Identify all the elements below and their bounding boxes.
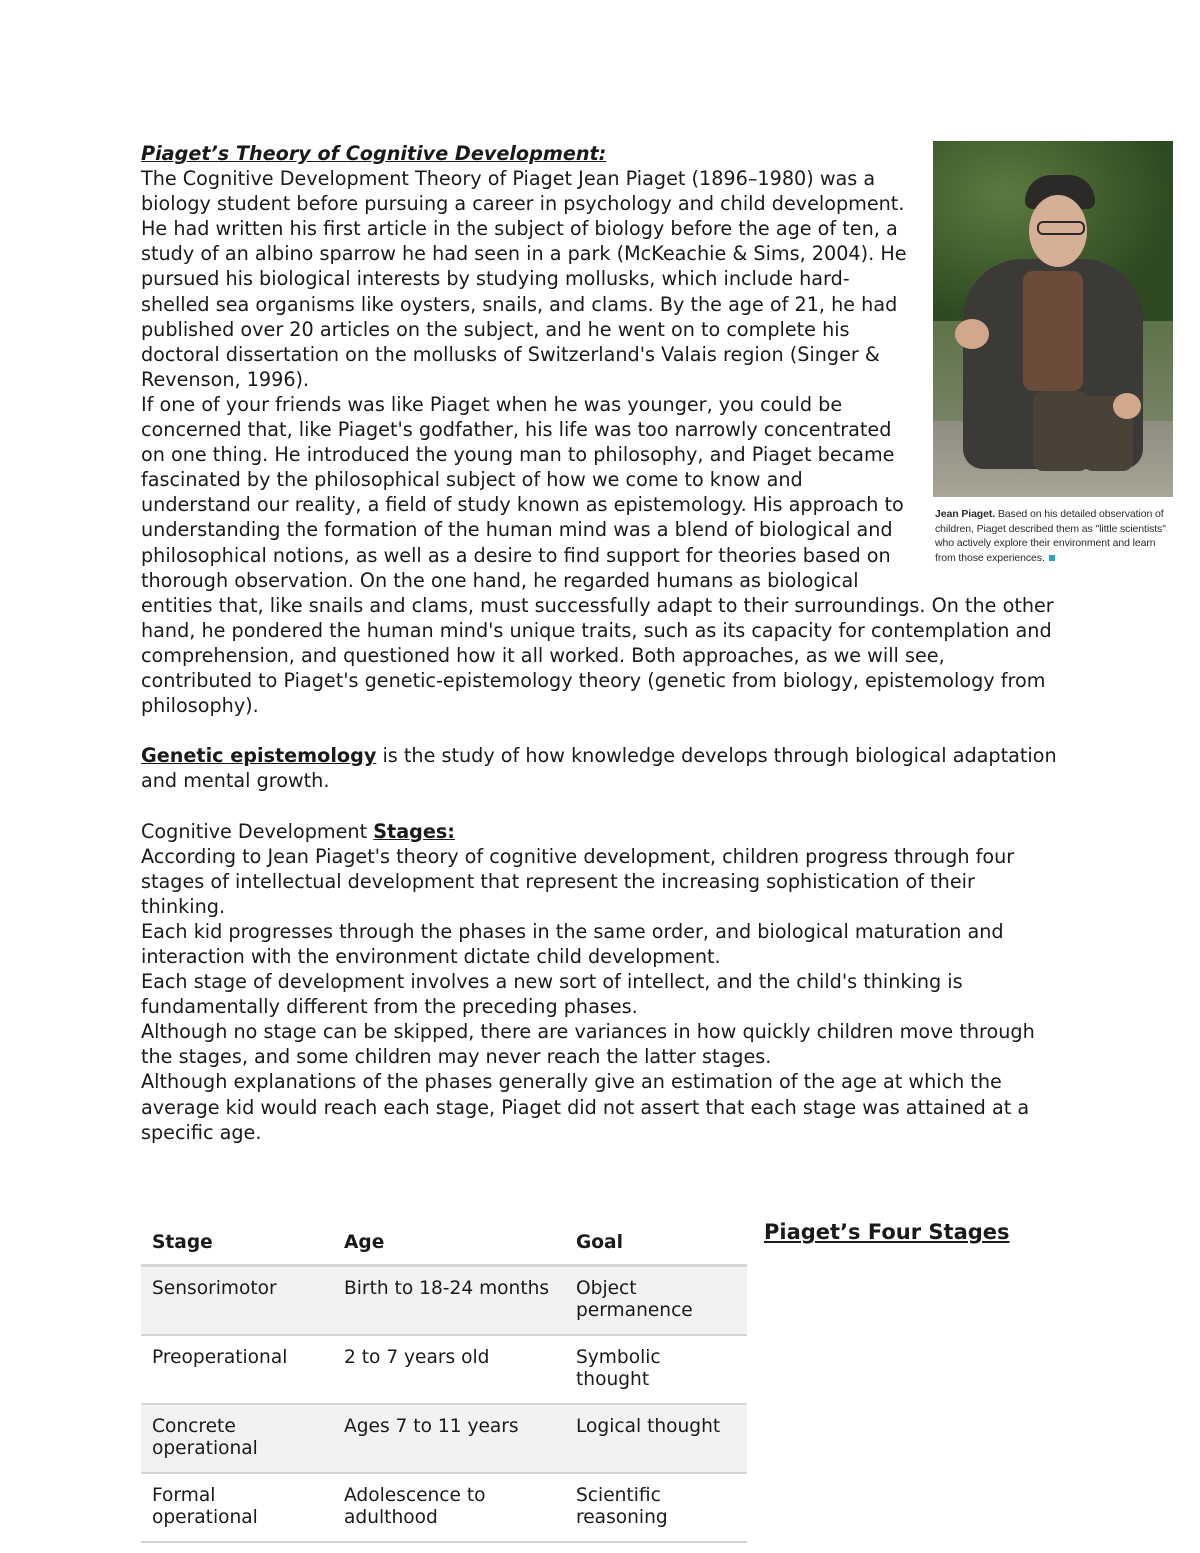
header-stage: Stage [141,1222,333,1266]
paragraph-biography: The Cognitive Development Theory of Piaget Jean Piaget (1896–1980) was a biology student before pursuing a career in psychology and child development. He had written his first article in the subject of biology before the age of ten, a study of an albino sparrow he had seen in a park (McKeachie & Sims, 2004). He pursued his biological interests by studying mollusks, which include hard-shelled sea organisms like oysters, snails, and clams. By the age of 21, he had published over 20 articles on the subject, and he went on to complete his doctoral dissertation on the mollusks of Switzerland's Valais region (Singer & Revenson, 1996). [141,167,907,391]
cell-stage: Formal operational [141,1473,333,1542]
piaget-photo [933,141,1173,497]
table-row [141,1473,747,1542]
cell-stage: Preoperational [141,1335,333,1404]
figure-caption [933,507,1173,565]
paragraph-epistemology: If one of your friends was like Piaget when he was younger, you could be concerned that, like Piaget's godfather, his life was too narrowly concentrated on one thing. He introduced the young man to philosophy, and Piaget became fascinated by the philosophical subject of how we come to know and understand our reality, a field of study known as epistemology. His approach to understanding the formation of the human mind was a blend of biological and philosophical notions, as well as a desire to find support for theories based on thorough observation. On the one hand, he regarded humans as biological entities that, like snails and clams, must successfully adapt to their surroundings. On the other hand, he pondered the human mind's unique traits, such as its capacity for contemplation and comprehension, and questioned how it all worked. Both approaches, as we will see, contributed to Piaget's genetic-epistemology theory (genetic from biology, epistemology from philosophy). [141,392,1054,718]
stage-paragraph: According to Jean Piaget's theory of cognitive development, children progress through four stages of intellectual development that represent the increasing sophistication of their thinking. [141,844,1015,918]
cell-age: Birth to 18-24 months [333,1266,565,1336]
document-body [141,141,1166,1145]
cell-stage: Concrete operational [141,1404,333,1473]
stage-paragraph: Although explanations of the phases generally give an estimation of the age at which the average kid would reach each stage, Piaget did not assert that each stage was attained at a specific age. [141,1070,1030,1144]
stage-paragraph: Each kid progresses through the phases in the same order, and biological maturation and interaction with the environment dictate child development. [141,919,1004,968]
stages-heading-prefix: Cognitive Development [141,819,374,843]
caption-text: Based on his detailed observation of children, Piaget described them as "little scientists" who actively explore their environment and learn from those experiences. [935,508,1166,564]
table-row [141,1335,747,1404]
document-heading: Piaget’s Theory of Cognitive Development: [141,142,607,165]
piaget-figure [933,141,1173,565]
cell-age: Adolescence to adulthood [333,1473,565,1542]
cell-goal: Symbolic thought [565,1335,747,1404]
caption-name: Jean Piaget. [935,508,996,520]
table-header-row [141,1222,747,1266]
stage-paragraph: Each stage of development involves a new sort of intellect, and the child's thinking is fundamentally different from the preceding phases. [141,970,963,1019]
table-title: Piaget’s Four Stages [764,1220,1010,1244]
cell-goal: Object permanence [565,1266,747,1336]
genetic-epistemology-term: Genetic epistemology [141,744,377,768]
stages-heading [141,819,1061,844]
cell-stage: Sensorimotor [141,1266,333,1336]
stages-table [141,1222,747,1543]
header-age: Age [333,1222,565,1266]
table-row [141,1404,747,1473]
caption-end-marker-icon [1049,555,1055,561]
header-goal: Goal [565,1222,747,1266]
cell-age: Ages 7 to 11 years [333,1404,565,1473]
genetic-epistemology-text: is the study of how knowledge develops through biological adaptation and mental growth. [141,744,1057,793]
stages-heading-emphasis: Stages: [373,819,455,843]
cell-goal: Scientific reasoning [565,1473,747,1542]
cell-age: 2 to 7 years old [333,1335,565,1404]
stage-paragraph: Although no stage can be skipped, there are variances in how quickly children move through the stages, and some children may never reach the latter stages. [141,1020,1035,1069]
table-row [141,1266,747,1336]
cell-goal: Logical thought [565,1404,747,1473]
genetic-epistemology-definition [141,743,1061,793]
